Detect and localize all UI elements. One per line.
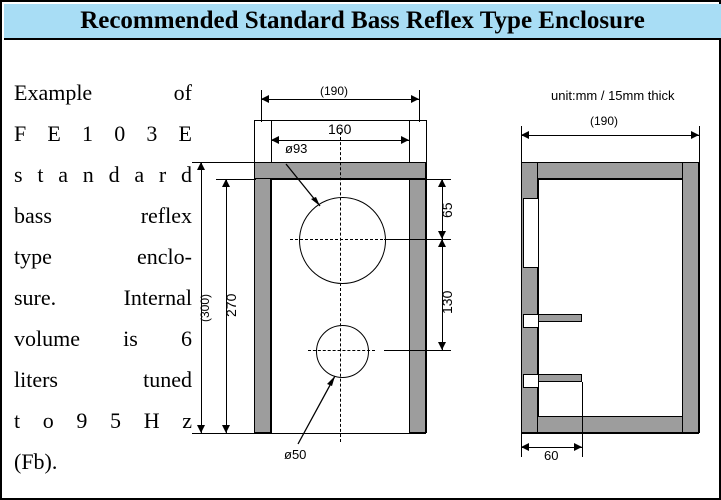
dim-ext-190-right: [419, 90, 420, 122]
front-outer-right: [426, 120, 427, 433]
dim-line-side-190: [521, 135, 699, 136]
dim-ext-160-right: [409, 120, 410, 162]
side-wall-bottom: [521, 416, 699, 433]
dim-arrow-65-top: [438, 179, 446, 187]
dim-arrow-160-right: [401, 136, 409, 144]
dim-label-shelf-width: 60: [544, 448, 559, 463]
side-inner-top: [538, 179, 682, 180]
front-inner-left: [271, 179, 272, 433]
page-title: Recommended Standard Bass Reflex Type Enclosure: [80, 7, 645, 34]
unit-note: unit:mm / 15mm thick: [551, 88, 675, 103]
dim-line-190: [261, 99, 419, 100]
dim-ext-side-190-right: [699, 126, 700, 162]
side-port-opening-lower: [523, 374, 538, 388]
side-port-opening: [523, 314, 538, 328]
dim-ext-270-bottom: [216, 433, 256, 434]
side-inner-bottom: [538, 416, 682, 417]
front-inner-right: [409, 179, 410, 433]
side-wall-right: [682, 162, 699, 433]
side-outer-bottom: [521, 433, 699, 434]
dim-arrow-side-190-left: [521, 131, 529, 139]
description-line: t o 9 5 H z: [14, 408, 192, 433]
description-line: volume is 6: [14, 326, 192, 351]
side-port-shelf-upper: [538, 314, 582, 322]
side-driver-cutout: [523, 198, 538, 268]
dim-arrow-130-top: [438, 239, 446, 247]
dim-arrow-190-right: [411, 95, 419, 103]
dim-label-inner-height: 270: [223, 293, 239, 317]
port-hole-leader: [290, 368, 350, 448]
dim-ext-130-bottom: [384, 350, 451, 351]
side-outer-right: [699, 162, 700, 433]
callout-port-hole: ø50: [284, 447, 307, 462]
description-text: [14, 72, 192, 482]
dim-label-inner-width: 160: [328, 121, 352, 137]
dim-label-side-outer-width: (190): [590, 114, 619, 128]
dim-arrow-270-bottom: [222, 425, 230, 433]
dim-ext-60-right: [582, 382, 583, 457]
description-line: Example of: [14, 80, 192, 105]
dim-arrow-side-190-right: [691, 131, 699, 139]
title-bar: [4, 4, 721, 40]
dim-label-outer-height: (300): [198, 293, 212, 322]
dim-label-outer-width: (190): [320, 84, 349, 98]
dim-arrow-130-bottom: [438, 342, 446, 350]
description-line: s t a n d a r d: [14, 162, 192, 187]
side-wall-top: [521, 162, 699, 179]
dim-arrow-300-top: [197, 162, 205, 170]
side-inner-right: [682, 179, 683, 416]
port-center-line: [308, 350, 375, 351]
dim-arrow-60-right: [574, 443, 582, 451]
dim-arrow-190-left: [261, 95, 269, 103]
dim-arrow-300-bottom: [197, 425, 205, 433]
front-wall-right: [409, 162, 426, 433]
description-line: bass reflex: [14, 203, 192, 228]
description-line: sure. Internal: [14, 285, 192, 310]
dim-label-130: 130: [439, 290, 455, 314]
dim-arrow-65-bottom: [438, 231, 446, 239]
callout-driver-hole: ø93: [285, 141, 308, 156]
description-line: type enclo-: [14, 244, 192, 269]
dim-arrow-270-top: [222, 179, 230, 187]
dim-arrow-160-left: [271, 136, 279, 144]
dim-arrow-60-left: [521, 443, 529, 451]
dim-label-65: 65: [439, 202, 455, 218]
front-wall-left: [254, 162, 271, 433]
description-line: liters tuned: [14, 367, 192, 392]
description-line: (Fb).: [14, 449, 58, 474]
driver-center-line: [290, 239, 393, 240]
side-port-shelf-lower: [538, 374, 582, 382]
description-line: F E 1 0 3 E: [14, 121, 192, 146]
driver-hole-leader: [280, 154, 340, 214]
